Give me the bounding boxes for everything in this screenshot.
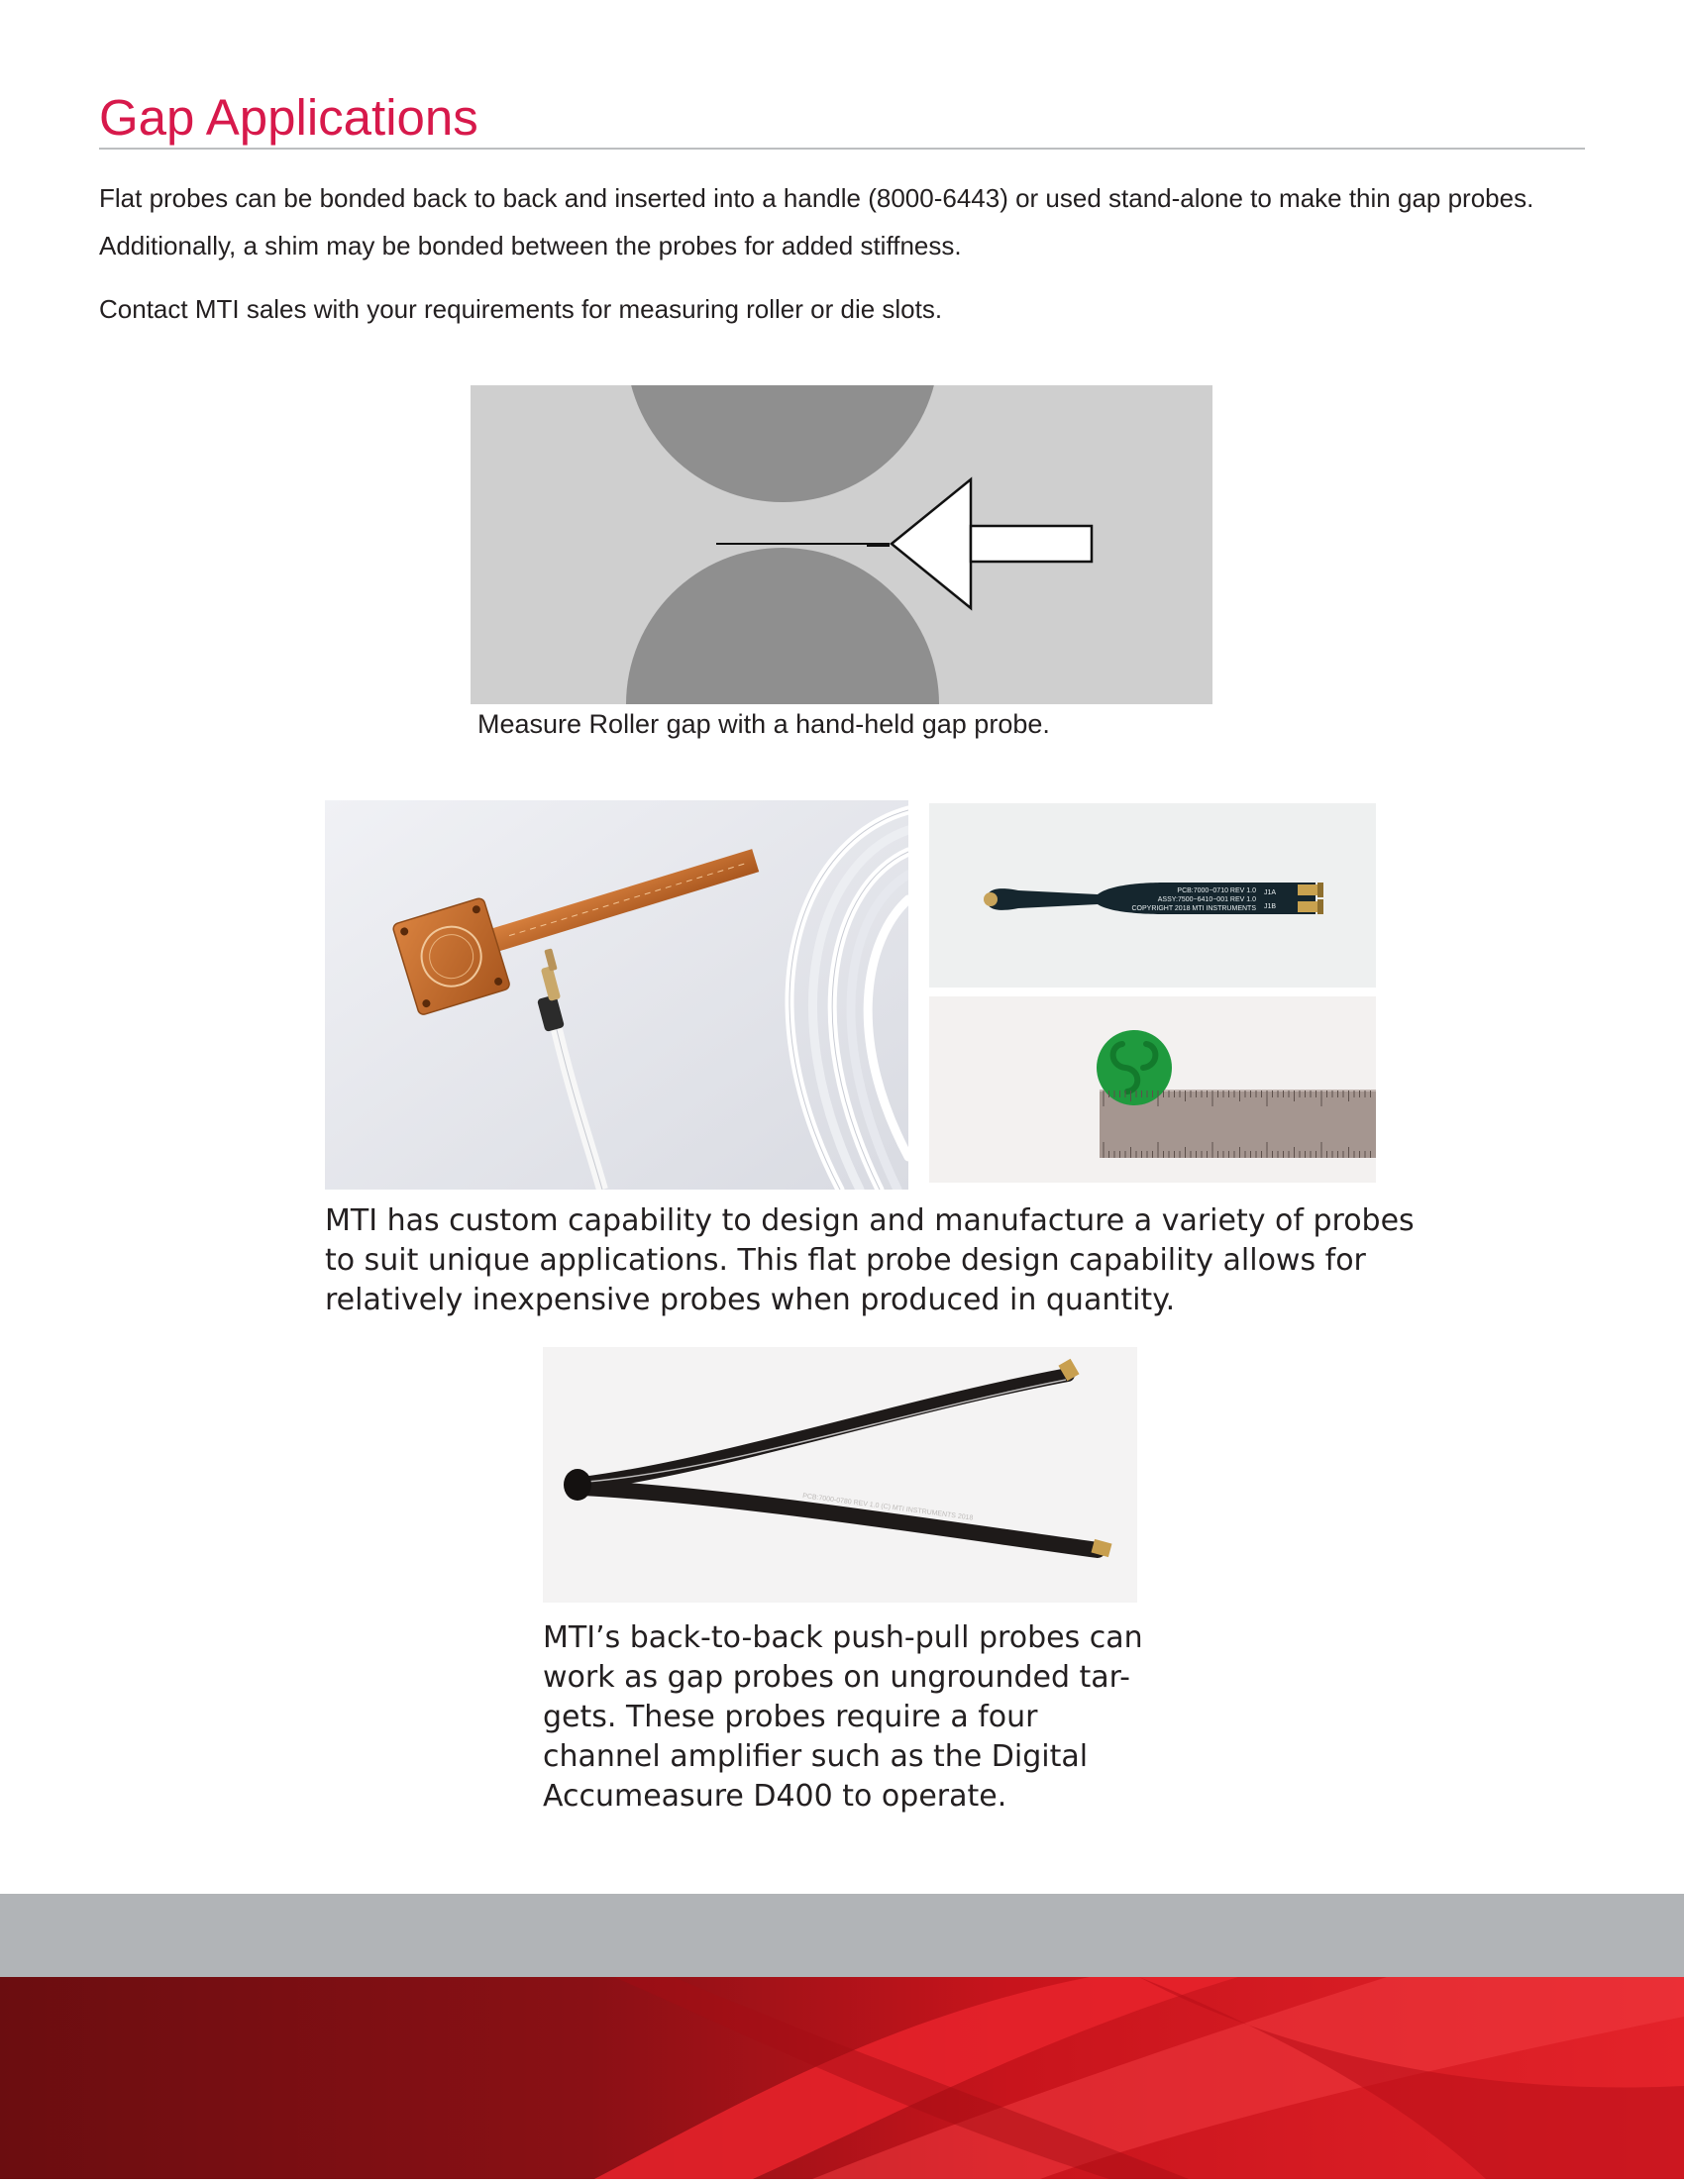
push-pull-caption: MTI’s back-to-back push-pull probes can work as gap probes on ungrounded tar-gets. These probes require a four channel amplifier such as the Digital Accumeasure D400 to operate. bbox=[543, 1620, 1143, 1814]
pcb-label-line-3: COPYRIGHT 2018 MTI INSTRUMENTS bbox=[1131, 905, 1256, 912]
pcb-label-line-2: ASSY:7500−6410−001 REV 1.0 bbox=[1157, 896, 1256, 903]
roller-gap-diagram bbox=[471, 385, 1212, 704]
pcb-label-line-1: PCB:7000−0710 REV 1.0 bbox=[1177, 887, 1256, 894]
custom-probes-caption: MTI has custom capability to design and manufacture a variety of probes to suit unique applications. This flat probe design capability allows for relatively inexpensive probes when produced in quantity. bbox=[325, 1203, 1415, 1317]
pcb-connector-a-label: J1A bbox=[1264, 889, 1277, 896]
title-divider bbox=[99, 148, 1585, 150]
intro-paragraph-2: Contact MTI sales with your requirements for measuring roller or die slots. bbox=[99, 294, 943, 324]
pcb-probe-photo bbox=[929, 803, 1376, 988]
push-pull-probe-photo bbox=[543, 1347, 1137, 1603]
pcb-connector-b-label: J1B bbox=[1264, 903, 1277, 910]
page-title: Gap Applications bbox=[99, 89, 478, 146]
flat-probe-photo bbox=[325, 800, 908, 1190]
green-sensor-photo bbox=[929, 996, 1376, 1183]
footer-band bbox=[0, 1894, 1684, 1977]
intro-paragraph-1: Flat probes can be bonded back to back and inserted into a handle (8000-6443) or used stand-alone to make thin gap probes. Additionally, a shim may be bonded between the probes for added stiffness. bbox=[99, 183, 1534, 260]
push-pull-strip-label: PCB:7000-0780 REV 1.0 (C) MTI INSTRUMENTS 2018 bbox=[801, 1493, 974, 1522]
roller-gap-caption: Measure Roller gap with a hand-held gap probe. bbox=[477, 709, 1050, 739]
green-sensor-disc bbox=[1097, 1030, 1172, 1105]
footer-red-graphic bbox=[0, 1977, 1684, 2179]
